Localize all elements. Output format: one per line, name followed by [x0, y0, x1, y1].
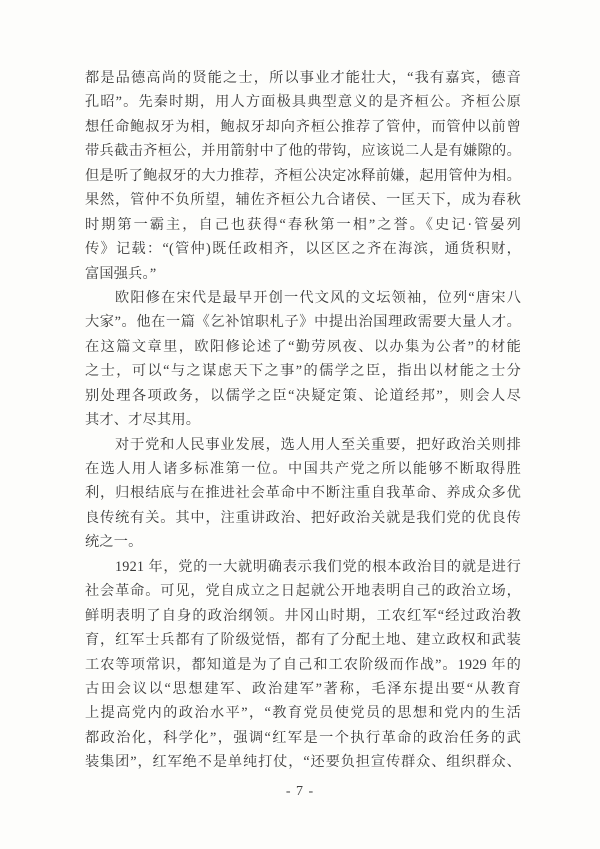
paragraph-1 [85, 66, 521, 286]
text-line: 其才、才尽其用。 [85, 412, 201, 429]
text-line: 都政治化，科学化”，强调“红军是一个执行革命的政治任务的武 [85, 729, 521, 746]
text-line: 在这篇文章里，欧阳修论述了“勤劳夙夜、以办集为公者”的材能 [85, 338, 521, 355]
text-line: 育，红军士兵都有了阶级觉悟，都有了分配土地、建立政权和武装 [85, 632, 521, 649]
text-line: 想任命鲍叔牙为相，鲍叔牙却向齐桓公推荐了管仲，而管仲以前曾 [85, 118, 521, 135]
text-line: 上提高党内的政治水平”，“教育党员使党员的思想和党内的生活 [85, 705, 521, 722]
text-line: 带兵截击齐桓公，并用箭射中了他的带钩，应该说二人是有嫌隙的。 [85, 143, 521, 160]
page-footer [0, 782, 600, 800]
page-number: - 7 - [285, 784, 315, 799]
text-line: 传》记载：“(管仲)既任政相齐，以区区之齐在海滨，通货积财， [85, 241, 521, 258]
text-line: 果然，管仲不负所望，辅佐齐桓公九合诸侯、一匡天下，成为春秋 [85, 192, 521, 209]
text-line: 别处理各项政务，以儒学之臣“决疑定策、论道经邦”，则会人尽 [85, 387, 521, 404]
text-line: 古田会议以“思想建军、政治建军”著称，毛泽东提出要“从教育 [85, 680, 521, 697]
text-line: 但是听了鲍叔牙的大力推荐，齐桓公决定冰释前嫌，起用管仲为相。 [85, 167, 521, 184]
text-line: 良传统有关。其中，注重讲政治、把好政治关就是我们党的优良传 [85, 509, 521, 526]
paragraph-2 [85, 286, 521, 433]
text-line: 社会革命。可见，党自成立之日起就公开地表明自己的政治立场， [85, 583, 521, 600]
text-line: 孔昭”。先秦时期，用人方面极具典型意义的是齐桓公。齐桓公原 [85, 94, 521, 111]
text-line: 时期第一霸主，自己也获得“春秋第一相”之誉。《史记·管晏列 [85, 216, 521, 233]
paragraph-3 [85, 433, 521, 555]
text-line: 统之一。 [85, 534, 143, 551]
text-line: 欧阳修在宋代是最早开创一代文风的文坛领袖，位列“唐宋八 [115, 289, 521, 306]
text-block [85, 66, 521, 775]
text-line: 利，归根结底与在推进社会革命中不断注重自我革命、养成众多优 [85, 485, 521, 502]
text-line: 1921 年，党的一大就明确表示我们党的根本政治目的就是进行 [115, 558, 521, 575]
text-line: 工农等项常识，都知道是为了自己和工农阶级而作战”。1929 年的 [85, 656, 521, 673]
text-line: 在选人用人诸多标准第一位。中国共产党之所以能够不断取得胜 [85, 461, 521, 477]
text-line: 富国强兵。” [85, 265, 157, 282]
text-line: 鲜明表明了自身的政治纲领。井冈山时期，工农红军“经过政治教 [85, 607, 521, 624]
text-line: 之士，可以“与之谋虑天下之事”的儒学之臣，指出以材能之士分 [85, 363, 521, 380]
text-line: 对于党和人民事业发展，选人用人至关重要，把好政治关则排 [115, 436, 521, 453]
text-line: 都是品德高尚的贤能之士，所以事业才能壮大，“我有嘉宾，德音 [85, 70, 521, 86]
text-line: 装集团”，红军绝不是单纯打仗，“还要负担宣传群众、组织群众、 [85, 754, 521, 771]
paragraph-4 [85, 555, 521, 775]
text-line: 大家”。他在一篇《乞补馆职札子》中提出治国理政需要大量人才。 [85, 314, 521, 331]
